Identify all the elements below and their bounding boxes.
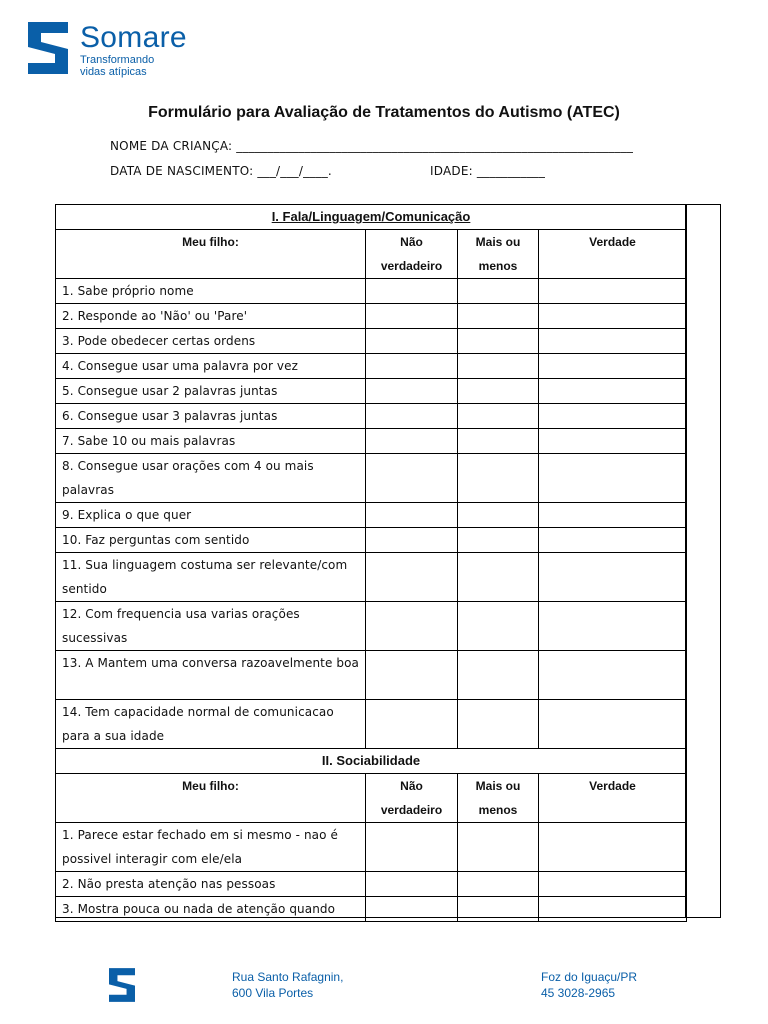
footer-address (232, 969, 343, 1001)
col-subject: Meu filho: (56, 774, 366, 823)
footer-logo-icon (109, 967, 135, 1003)
table-row: 3. Mostra pouca ou nada de atenção quando (56, 897, 687, 922)
col-somewhat: Mais ou menos (458, 774, 539, 823)
age-field[interactable]: IDADE: ___________ (430, 164, 546, 178)
table-row: 2. Responde ao 'Não' ou 'Pare' (56, 304, 687, 329)
col-somewhat: Mais ou menos (458, 230, 539, 279)
table-row: 5. Consegue usar 2 palavras juntas (56, 379, 687, 404)
column-header-row (56, 230, 687, 279)
table-row: 8. Consegue usar orações com 4 ou mais palavras (56, 454, 687, 503)
brand-logo (28, 22, 187, 78)
col-not-true: Não verdadeiro (366, 230, 458, 279)
footer-contact (541, 969, 637, 1001)
child-name-field[interactable]: NOME DA CRIANÇA: ________________________________________________________________ (110, 139, 634, 153)
somare-logo-icon (28, 22, 68, 74)
table-row: 4. Consegue usar uma palavra por vez (56, 354, 687, 379)
table-row: 11. Sua linguagem costuma ser relevante/com sentido (56, 553, 687, 602)
table-row: 12. Com frequencia usa varias orações sucessivas (56, 602, 687, 651)
table-row: 2. Não presta atenção nas pessoas (56, 872, 687, 897)
table-row: 7. Sabe 10 ou mais palavras (56, 429, 687, 454)
table-row: 3. Pode obedecer certas ordens (56, 329, 687, 354)
birth-date-field[interactable]: DATA DE NASCIMENTO: ___/___/____. (110, 164, 332, 178)
col-true: Verdade (539, 230, 687, 279)
col-subject: Meu filho: (56, 230, 366, 279)
table-row: 1. Sabe próprio nome (56, 279, 687, 304)
brand-tagline-1: Transformando (80, 54, 155, 66)
footer-phone: 45 3028-2965 (541, 986, 616, 1000)
table-row: 1. Parece estar fechado em si mesmo - nao é possivel interagir com ele/ela (56, 823, 687, 872)
footer-city: Foz do Iguaçu/PR (541, 970, 638, 984)
section-title: II. Sociabilidade (56, 749, 687, 774)
footer-district: 600 Vila Portes (232, 986, 314, 1000)
footer-street: Rua Santo Rafagnin, (232, 970, 344, 984)
table-row: 14. Tem capacidade normal de comunicacao para a sua idade (56, 700, 687, 749)
form-title: Formulário para Avaliação de Tratamentos do Autismo (ATEC) (148, 104, 620, 121)
table-row: 10. Faz perguntas com sentido (56, 528, 687, 553)
col-true: Verdade (539, 774, 687, 823)
column-header-row (56, 774, 687, 823)
table-row: 9. Explica o que quer (56, 503, 687, 528)
section-title: I. Fala/Linguagem/Comunicação (56, 205, 687, 230)
brand-text (80, 22, 187, 78)
table-row: 13. A Mantem uma conversa razoavelmente boa (56, 651, 687, 700)
atec-table (55, 204, 687, 922)
brand-name: Somare (80, 21, 187, 54)
col-not-true: Não verdadeiro (366, 774, 458, 823)
brand-tagline-2: vidas atípicas (80, 66, 147, 78)
table-row: 6. Consegue usar 3 palavras juntas (56, 404, 687, 429)
